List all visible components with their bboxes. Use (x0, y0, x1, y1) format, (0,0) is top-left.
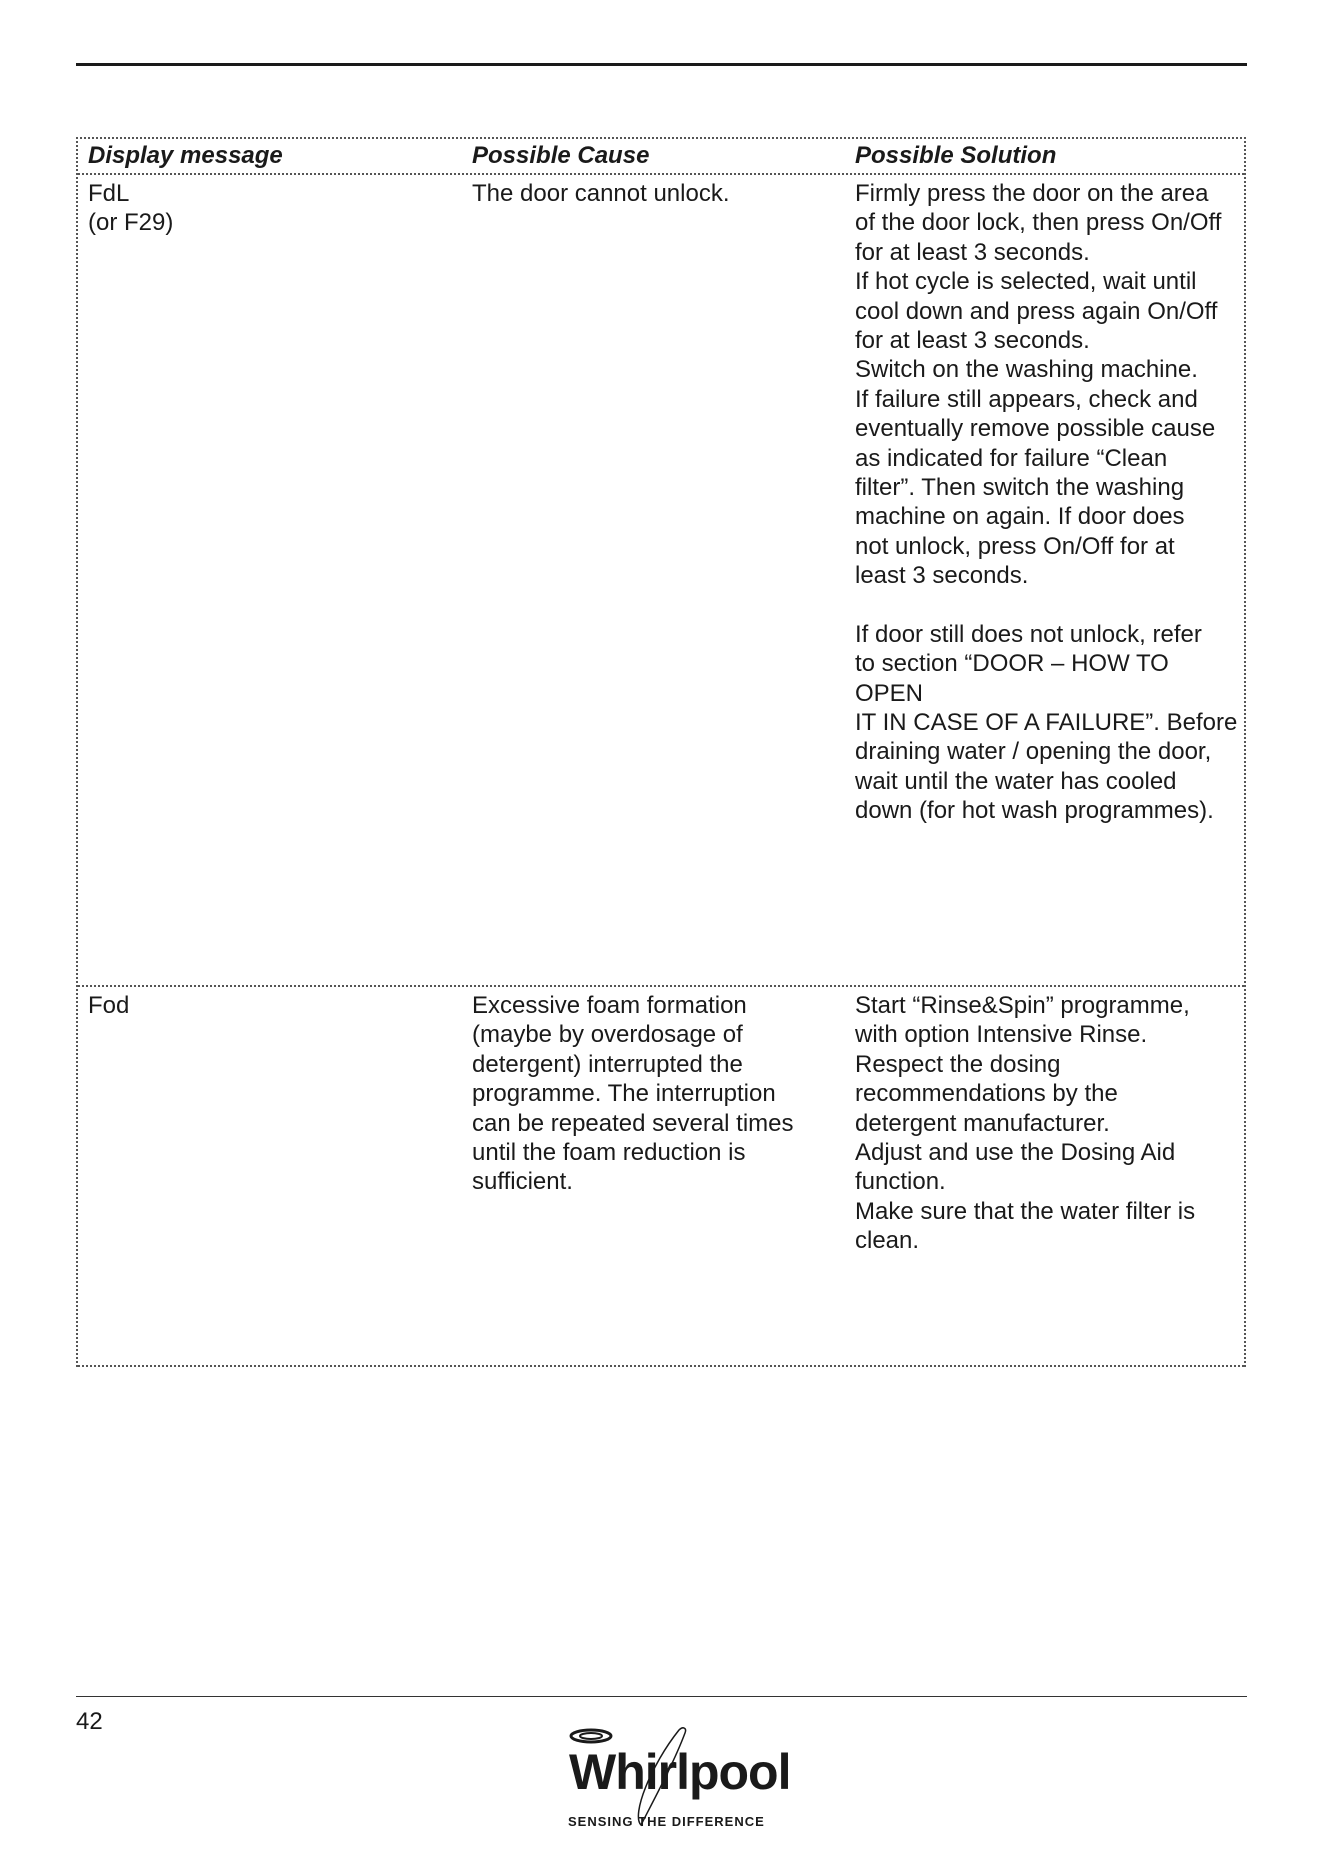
possible-cause-text: Excessive foam formation (maybe by overdosage of detergent) interrupted the programme. The interruption can be repeated several times until the foam reduction is sufficient. (472, 992, 794, 1196)
possible-cause-text: The door cannot unlock. (472, 180, 730, 207)
page-number: 42 (76, 1708, 103, 1735)
possible-solution-cell (845, 987, 1244, 1365)
error-table (76, 137, 1246, 1367)
header-possible-solution: Possible Solution (855, 142, 1057, 169)
possible-solution-text-continued: If door still does not unlock, refer to section “DOOR – HOW TO OPEN IT IN CASE OF A FAILURE”. Before draining water / opening the door, wait until the water has cooled down (for hot wash programmes). (855, 620, 1238, 825)
possible-solution-text: Start “Rinse&Spin” programme, with option Intensive Rinse. Respect the dosing recommendations by the detergent manufacturer. Adjust and use the Dosing Aid function. Make sure that the water filter is clean. (855, 992, 1196, 1255)
possible-solution-text: Firmly press the door on the area of the door lock, then press On/Off for at least 3 seconds. If hot cycle is selected, wait until cool down and press again On/Off for at least 3 seconds. Switch on the washing machine. If failure still appears, check and eventually remove possible cause as indicated for failure “Clean filter”. Then switch the washing machine on again. If door does not unlock, press On/Off for at least 3 seconds. (855, 180, 1222, 590)
table-row (78, 987, 1244, 1367)
display-message-cell (78, 175, 462, 985)
display-message-cell (78, 987, 462, 1365)
header-display-message: Display message (88, 142, 283, 169)
table-header-row (78, 139, 1244, 175)
display-message-text: Fod (88, 992, 130, 1019)
header-possible-cause: Possible Cause (472, 142, 650, 169)
possible-cause-cell (462, 987, 845, 1365)
logo-wordmark: Whirlpool (569, 1744, 791, 1800)
table-row (78, 175, 1244, 987)
footer-rule (76, 1696, 1247, 1697)
top-rule (76, 63, 1247, 66)
possible-solution-cell (845, 175, 1244, 985)
possible-cause-cell (462, 175, 845, 985)
display-message-text: FdL (or F29) (88, 180, 174, 237)
logo-tagline: SENSING THE DIFFERENCE (568, 1814, 765, 1829)
